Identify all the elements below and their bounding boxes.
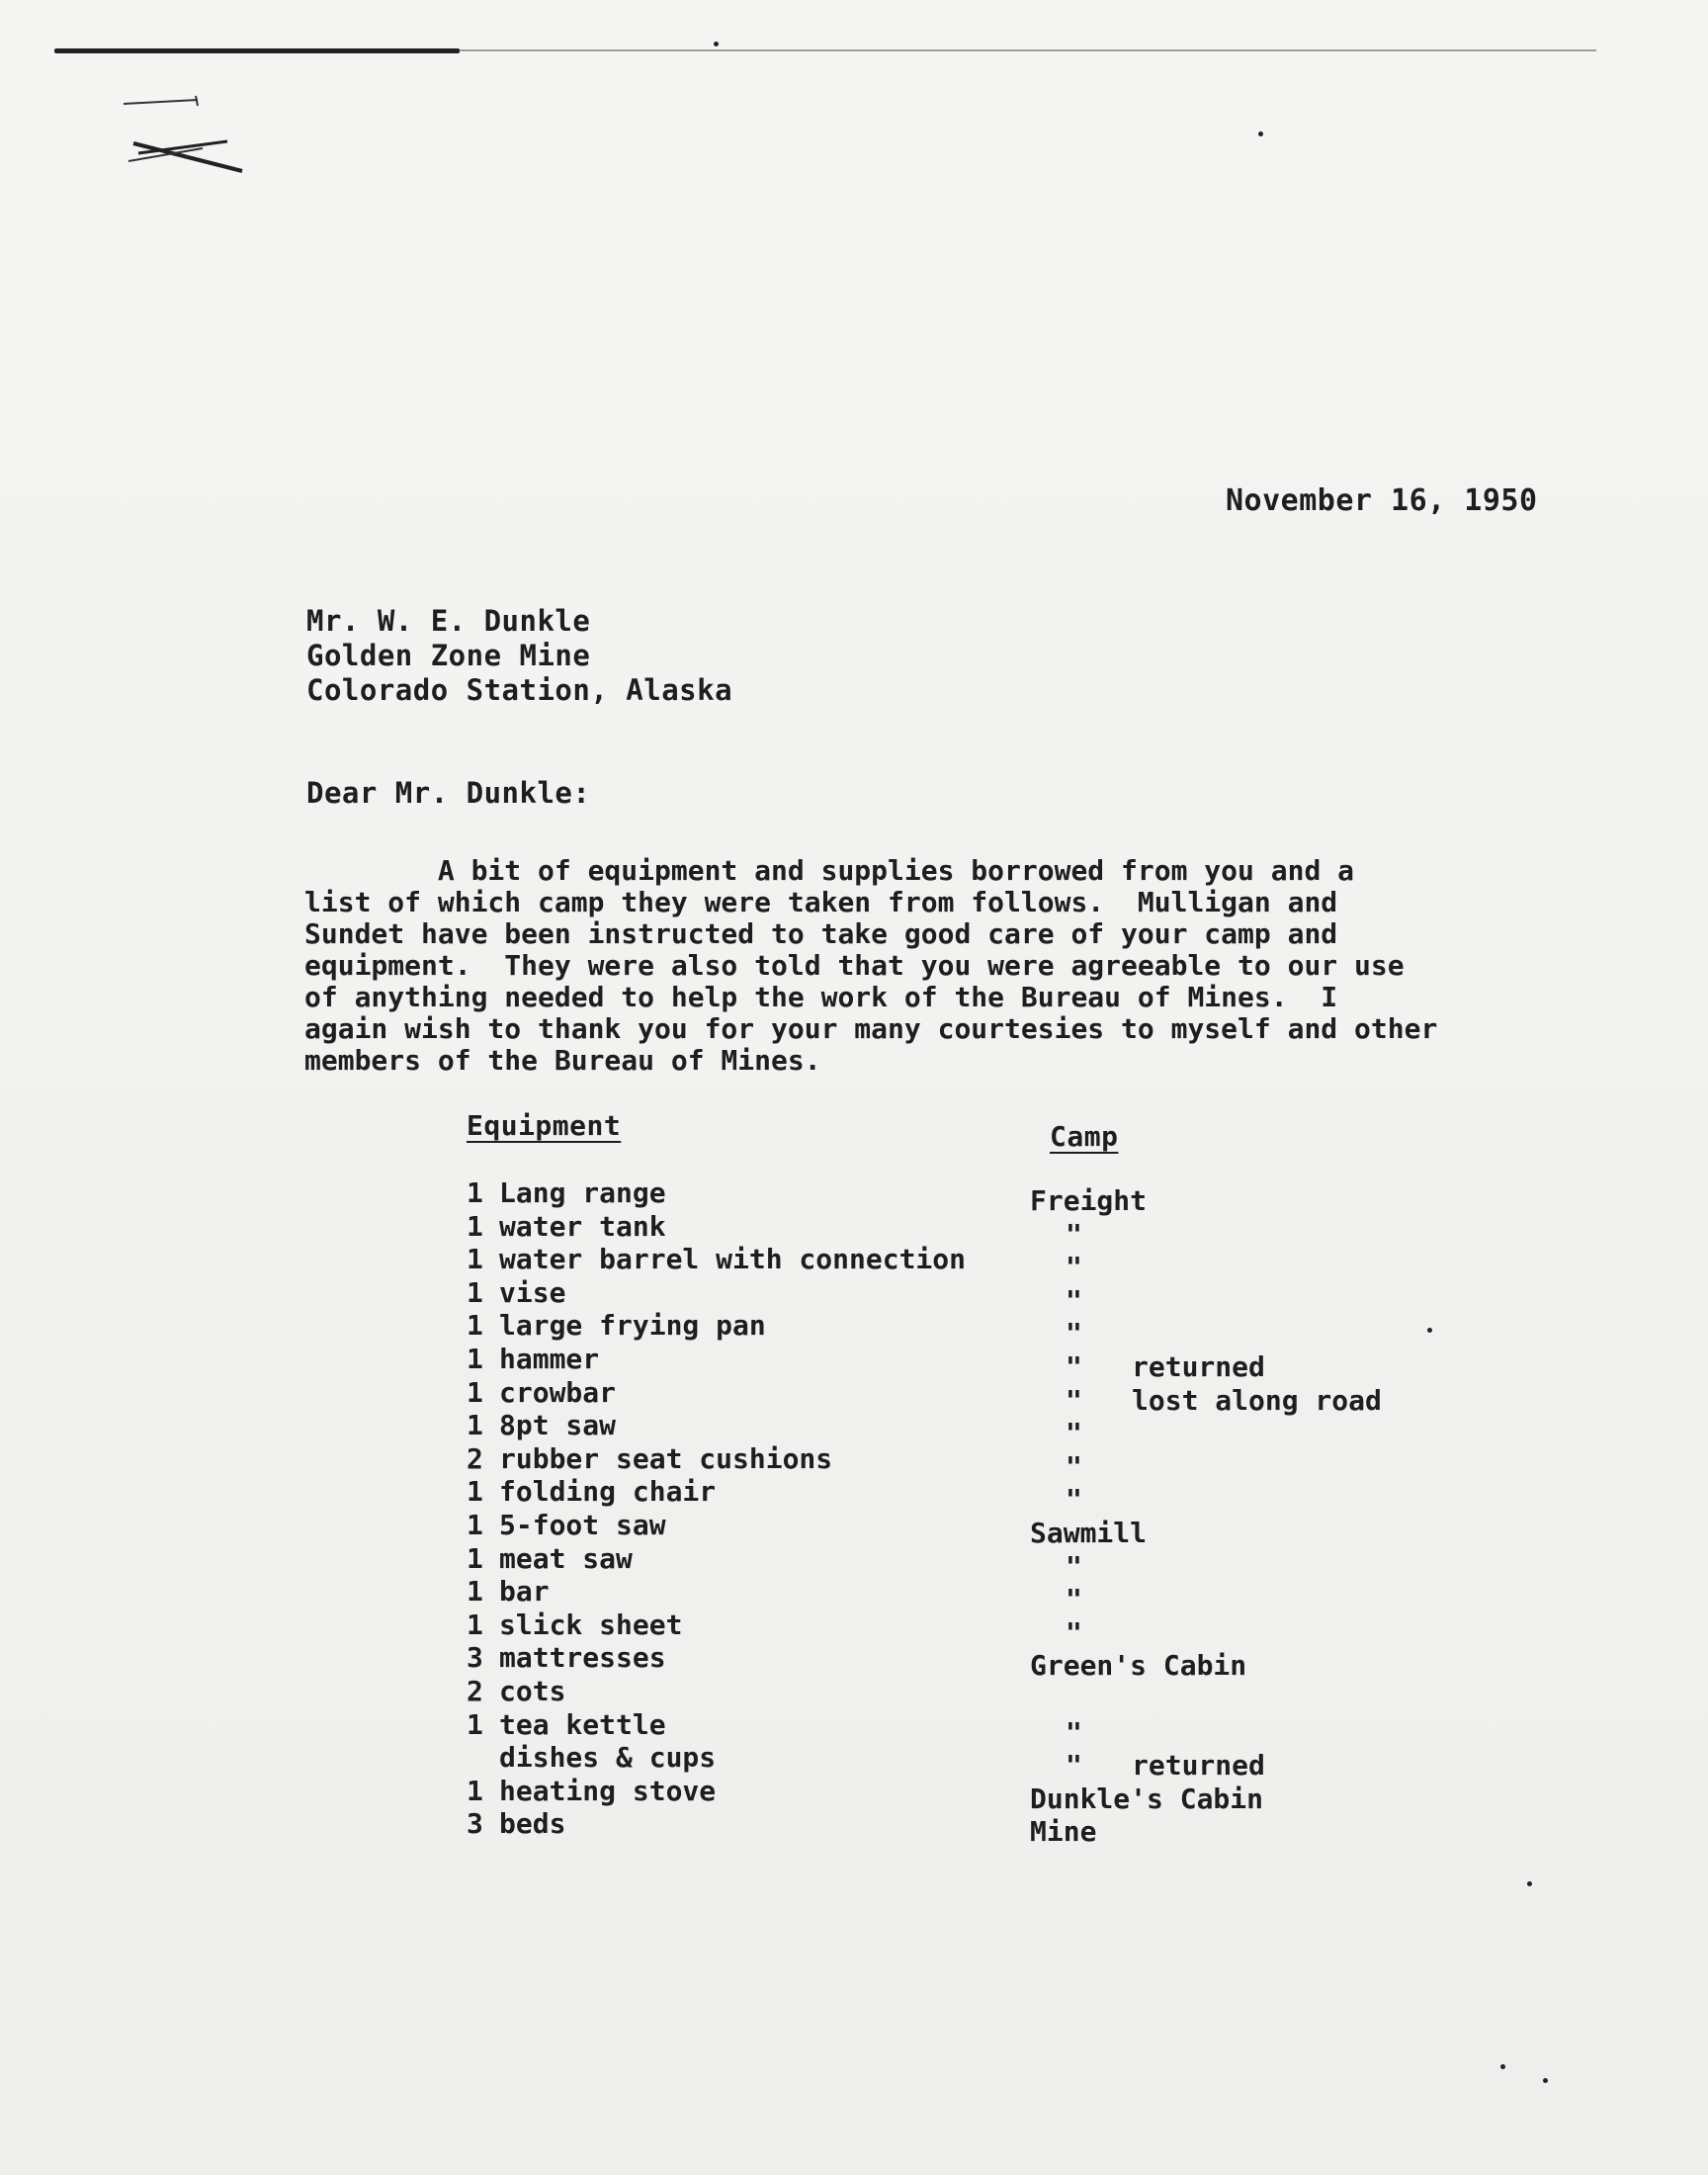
equipment-qty: 1 bbox=[467, 1276, 483, 1309]
equipment-qty: 1 bbox=[467, 1176, 483, 1209]
recipient-company: Golden Zone Mine bbox=[306, 639, 591, 672]
camp-location: " bbox=[1066, 1317, 1082, 1349]
equipment-item: 8pt saw bbox=[499, 1409, 617, 1441]
body-line: A bit of equipment and supplies borrowed from you and a bbox=[304, 854, 1355, 887]
equipment-qty: 1 bbox=[467, 1343, 483, 1375]
equipment-qty: 1 bbox=[467, 1775, 483, 1807]
camp-location: " bbox=[1066, 1284, 1082, 1317]
equipment-item: crowbar bbox=[499, 1376, 617, 1409]
equipment-qty: 1 bbox=[467, 1475, 483, 1508]
body-line: equipment. They were also told that you were agreeable to our use bbox=[304, 949, 1405, 982]
camp-location: Mine bbox=[1030, 1815, 1097, 1848]
camp-location: Freight bbox=[1030, 1184, 1148, 1217]
camp-location: " bbox=[1066, 1583, 1082, 1615]
camp-location: Green's Cabin bbox=[1030, 1649, 1247, 1682]
item-status-note: returned bbox=[1132, 1749, 1265, 1782]
equipment-item: folding chair bbox=[499, 1475, 717, 1508]
equipment-qty: 1 bbox=[467, 1609, 483, 1641]
ink-speck bbox=[714, 42, 719, 46]
equipment-qty: 1 bbox=[467, 1542, 483, 1575]
camp-location: " bbox=[1066, 1251, 1082, 1283]
body-line: Sundet have been instructed to take good care of your camp and bbox=[304, 917, 1338, 950]
equipment-item: large frying pan bbox=[499, 1309, 766, 1342]
equipment-item: mattresses bbox=[499, 1641, 666, 1674]
equipment-item: water barrel with connection bbox=[499, 1243, 967, 1275]
camp-location: " bbox=[1066, 1749, 1082, 1782]
camp-column-header: Camp bbox=[1050, 1120, 1119, 1153]
equipment-qty: 1 bbox=[467, 1708, 483, 1741]
equipment-item: tea kettle bbox=[499, 1708, 666, 1741]
ink-speck bbox=[1427, 1328, 1432, 1333]
camp-location: " bbox=[1066, 1716, 1082, 1749]
equipment-item: Lang range bbox=[499, 1176, 666, 1209]
camp-location: " bbox=[1066, 1450, 1082, 1483]
item-status-note: returned bbox=[1132, 1350, 1265, 1383]
ink-speck bbox=[1258, 131, 1263, 136]
ink-speck bbox=[1543, 2078, 1548, 2083]
ink-speck bbox=[1500, 2064, 1505, 2069]
equipment-item: hammer bbox=[499, 1343, 600, 1375]
equipment-item: slick sheet bbox=[499, 1609, 683, 1641]
equipment-qty: 1 bbox=[467, 1309, 483, 1342]
recipient-location: Colorado Station, Alaska bbox=[306, 673, 733, 707]
equipment-item: vise bbox=[499, 1276, 566, 1309]
recipient-name: Mr. W. E. Dunkle bbox=[306, 604, 591, 638]
camp-location: " bbox=[1066, 1218, 1082, 1251]
equipment-qty: 1 bbox=[467, 1243, 483, 1275]
camp-location: " bbox=[1066, 1616, 1082, 1649]
equipment-item: water tank bbox=[499, 1210, 666, 1243]
body-line: of anything needed to help the work of the Bureau of Mines. I bbox=[304, 981, 1338, 1013]
equipment-item: meat saw bbox=[499, 1542, 633, 1575]
equipment-item: rubber seat cushions bbox=[499, 1442, 833, 1475]
equipment-qty: 1 bbox=[467, 1575, 483, 1608]
equipment-qty: 2 bbox=[467, 1675, 483, 1707]
camp-location: " bbox=[1066, 1483, 1082, 1516]
equipment-qty: 3 bbox=[467, 1641, 483, 1674]
camp-location: " bbox=[1066, 1550, 1082, 1583]
letter-date: November 16, 1950 bbox=[1226, 483, 1538, 518]
equipment-qty: 1 bbox=[467, 1376, 483, 1409]
equipment-qty: 2 bbox=[467, 1442, 483, 1475]
camp-location: " bbox=[1066, 1417, 1082, 1449]
equipment-item: heating stove bbox=[499, 1775, 717, 1807]
top-rule-heavy bbox=[54, 48, 460, 53]
equipment-item: bar bbox=[499, 1575, 550, 1608]
camp-location: " bbox=[1066, 1384, 1082, 1417]
equipment-column-header: Equipment bbox=[467, 1109, 622, 1142]
item-status-note: lost along road bbox=[1132, 1384, 1382, 1417]
ink-speck bbox=[1527, 1881, 1532, 1886]
pen-scribble-mark bbox=[119, 94, 267, 183]
body-line: list of which camp they were taken from follows. Mulligan and bbox=[304, 886, 1338, 918]
equipment-item: beds bbox=[499, 1807, 566, 1840]
salutation: Dear Mr. Dunkle: bbox=[306, 776, 591, 810]
body-line: again wish to thank you for your many courtesies to myself and other bbox=[304, 1012, 1438, 1045]
equipment-qty: 1 bbox=[467, 1409, 483, 1441]
equipment-qty: 1 bbox=[467, 1210, 483, 1243]
equipment-item: dishes & cups bbox=[499, 1741, 717, 1774]
equipment-item: cots bbox=[499, 1675, 566, 1707]
camp-location: Sawmill bbox=[1030, 1517, 1148, 1549]
body-line: members of the Bureau of Mines. bbox=[304, 1044, 821, 1077]
equipment-item: 5-foot saw bbox=[499, 1509, 666, 1541]
camp-location: " bbox=[1066, 1350, 1082, 1383]
camp-location: Dunkle's Cabin bbox=[1030, 1783, 1264, 1815]
equipment-qty: 3 bbox=[467, 1807, 483, 1840]
equipment-qty: 1 bbox=[467, 1509, 483, 1541]
